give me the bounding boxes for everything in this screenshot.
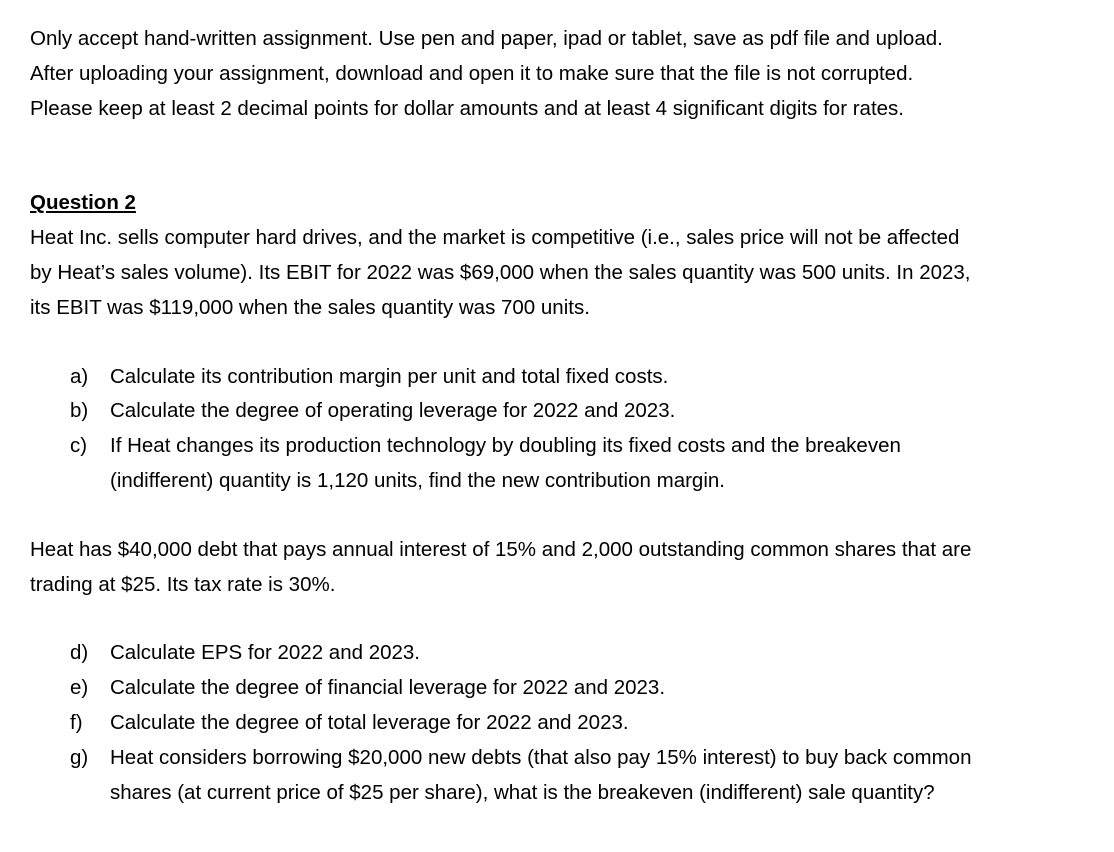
instruction-line: Please keep at least 2 decimal points for dollar amounts and at least 4 significant digits for rates. [30,96,905,120]
question-parts-list-1 [30,360,1100,499]
instruction-line: Only accept hand-written assignment. Use pen and paper, ipad or tablet, save as pdf file and upload. [30,27,943,50]
question-parts-list-2 [30,636,1100,810]
list-marker: f) [70,710,83,734]
list-item-text: Heat considers borrowing $20,000 new debts (that also pay 15% interest) to buy back common [110,745,972,769]
list-item-text: (indifferent) quantity is 1,120 units, find the new contribution margin. [110,468,725,492]
question-intro-line: its EBIT was $119,000 when the sales quantity was 700 units. [30,295,590,319]
instruction-line: After uploading your assignment, download and open it to make sure that the file is not corrupted. [30,61,914,85]
list-item [30,706,1100,741]
question-intro-paragraph [30,221,1100,325]
list-marker: b) [70,399,89,423]
list-item-text: Calculate the degree of total leverage for 2022 and 2023. [110,710,629,734]
list-item [30,360,1100,395]
list-item [30,671,1100,706]
list-item-text: Calculate its contribution margin per unit and total fixed costs. [110,364,669,388]
list-marker: e) [70,676,89,700]
debt-line: trading at $25. Its tax rate is 30%. [30,572,336,596]
list-item [30,741,1100,811]
document-page [30,22,1100,810]
list-item-text: Calculate the degree of financial leverage for 2022 and 2023. [110,676,666,700]
debt-paragraph [30,533,1100,603]
question-intro-line: Heat Inc. sells computer hard drives, and the market is competitive (i.e., sales price will not be affected [30,226,960,250]
list-marker: g) [70,745,89,769]
list-item-text: shares (at current price of $25 per share), what is the breakeven (indifferent) sale quantity? [110,780,935,804]
list-marker: a) [70,364,89,388]
spacer [30,326,1100,360]
list-item-text: Calculate EPS for 2022 and 2023. [110,641,420,665]
list-item-text: Calculate the degree of operating leverage for 2022 and 2023. [110,399,676,423]
instructions-paragraph [30,22,1100,126]
list-item [30,394,1100,429]
list-marker: d) [70,641,89,665]
list-marker: c) [70,434,88,458]
list-item [30,636,1100,671]
spacer [30,126,1100,186]
debt-line: Heat has $40,000 debt that pays annual interest of 15% and 2,000 outstanding common shares that are [30,537,972,561]
list-item-text: If Heat changes its production technology by doubling its fixed costs and the breakeven [110,434,901,458]
spacer [30,602,1100,636]
question-intro-line: by Heat’s sales volume). Its EBIT for 2022 was $69,000 when the sales quantity was 500 units. In 2023, [30,260,971,284]
spacer [30,499,1100,533]
list-item [30,429,1100,499]
question-heading: Question 2 [30,191,136,215]
